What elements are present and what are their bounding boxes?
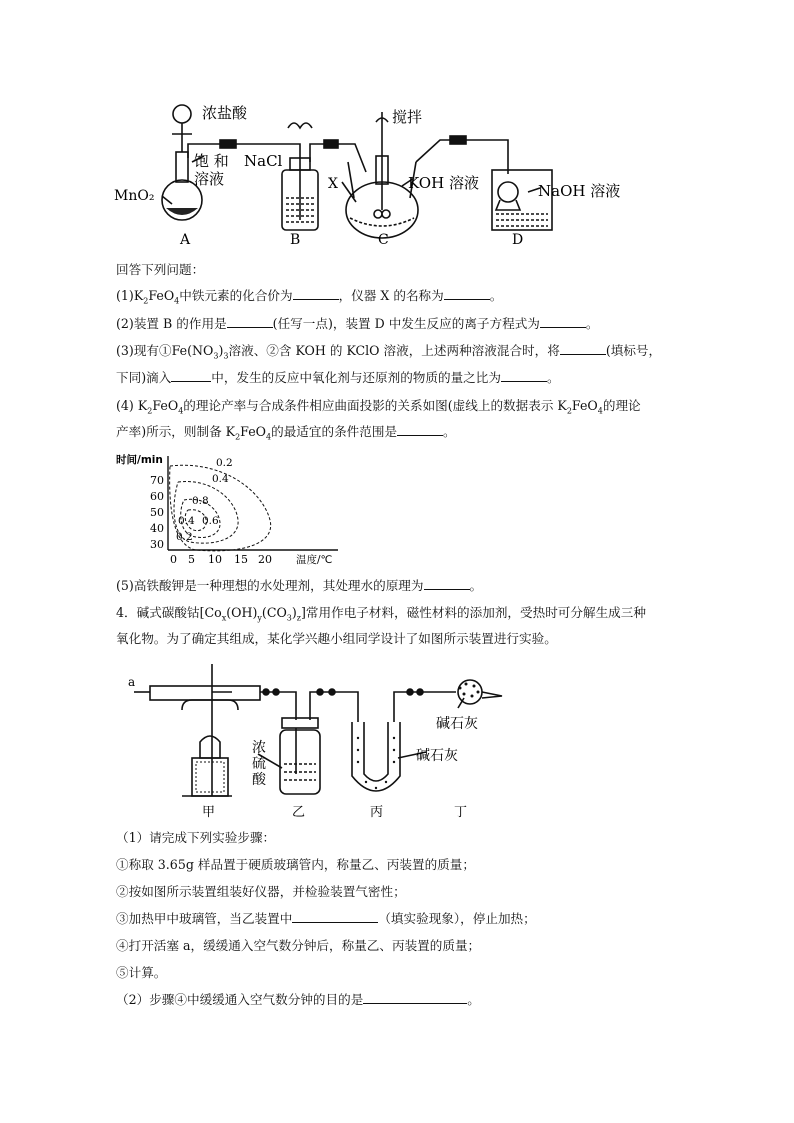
x-tick-10: 10 (208, 553, 222, 566)
question-3-4-cont: 产率)所示，则制备 $K_2FeO_4$的最适宜的条件范围是 。 (116, 424, 456, 442)
koh-label: KOH 溶液 (408, 174, 479, 192)
question-4-intro-cont: 氧化物。为了确定其组成，某化学兴趣小组同学设计了如图所示装置进行实验。 (116, 631, 557, 646)
valve-a-label: a (128, 675, 136, 689)
chart-y-axis-label: 时间/min (116, 454, 163, 466)
sat-nacl-label-1: 饱 和 (194, 152, 229, 170)
label-ding: 丁 (454, 805, 468, 820)
sat-nacl-label-3: 溶液 (194, 170, 225, 188)
answer-blank[interactable] (171, 369, 211, 382)
contour-label: 0.6 (202, 515, 219, 527)
question-3-4: (4) $K_2FeO_4$的理论产率与合成条件相应曲面投影的关系如图(虚线上的数据表示 $K_2FeO_4$的理论 (116, 398, 641, 416)
label-b: B (290, 232, 301, 248)
soda-lime-label-2: 碱石灰 (416, 748, 458, 764)
answer-blank[interactable] (292, 910, 378, 923)
label-jia: 甲 (202, 805, 216, 820)
x-tick-0: 0 (170, 553, 177, 566)
chart-y-ticks (150, 474, 164, 551)
label-bing: 丙 (370, 805, 384, 820)
contour-label: 0.4 (178, 515, 195, 527)
x-tick-15: 15 (234, 553, 248, 566)
label-d: D (512, 232, 524, 248)
contour-label: 0.2 (216, 457, 233, 469)
question-3-3: (3)现有$①Fe(NO_3)_3$溶液、②含 KOH 的 KClO 溶液，上述两种溶液混合时，将 (填标号， (116, 343, 662, 361)
y-tick-50: 50 (150, 506, 164, 519)
answer-intro: 回答下列问题： (116, 262, 205, 277)
x-tick-20: 20 (258, 553, 272, 566)
answer-blank[interactable] (397, 423, 443, 436)
question-4-step-5: ⑤计算。 (116, 965, 167, 980)
apparatus-2-figure (120, 658, 520, 820)
question-3-5: (5)高铁酸钾是一种理想的水处理剂，其处理水的原理为 。 (116, 578, 483, 593)
question-3-1: $(1)K_2FeO_4$中铁元素的化合价为 ，仪器 X 的名称为 。 (116, 288, 503, 306)
label-yi: 乙 (292, 805, 306, 820)
conc-hcl-label: 浓盐酸 (202, 104, 248, 122)
question-4-intro: 4．碱式碳酸钴$[Co_x(OH)_y(CO_3)_z]$常用作电子材料，磁性材料的添加剂，受热时可分解生成三种 (116, 605, 646, 623)
sat-nacl-label-2: NaCl (244, 152, 283, 170)
answer-blank[interactable] (424, 577, 470, 590)
question-4-step-4: ④打开活塞 a，缓缓通入空气数分钟后，称量乙、丙装置的质量； (116, 938, 481, 953)
conc-h2so4-label-2: 硫 (252, 756, 266, 772)
question-4-step-1: ①称取 3.65g 样品置于硬质玻璃管内，称量乙、丙装置的质量； (116, 857, 475, 872)
y-tick-60: 60 (150, 490, 164, 503)
yield-contour-chart (112, 450, 352, 572)
x-label: X (328, 176, 338, 192)
conc-h2so4-label-3: 酸 (252, 772, 266, 788)
answer-blank[interactable] (540, 315, 586, 328)
answer-blank[interactable] (227, 315, 273, 328)
y-tick-30: 30 (150, 538, 164, 551)
chart-x-axis-label: 温度/℃ (296, 554, 333, 566)
mno2-label: MnO₂ (114, 188, 155, 204)
answer-blank[interactable] (363, 991, 467, 1004)
contour-label: 0.8 (192, 495, 209, 507)
naoh-label: NaOH 溶液 (538, 182, 621, 200)
answer-blank[interactable] (444, 287, 490, 300)
label-a: A (180, 232, 191, 248)
contour-label: 0.4 (212, 473, 229, 485)
label-c: C (378, 232, 389, 248)
question-4-step-intro: （1）请完成下列实验步骤： (116, 830, 276, 845)
question-3-3-cont: 下同)滴入 中，发生的反应中氧化剂与还原剂的物质的量之比为 。 (116, 370, 560, 385)
soda-lime-label-1: 碱石灰 (436, 716, 478, 732)
x-tick-5: 5 (188, 553, 195, 566)
y-tick-40: 40 (150, 522, 164, 535)
question-4-2: （2）步骤④中缓缓通入空气数分钟的目的是 。 (116, 992, 480, 1007)
conc-h2so4-label-1: 浓 (252, 740, 266, 756)
question-4-step-3: ③加热甲中玻璃管，当乙装置中 （填实验现象），停止加热； (116, 911, 536, 926)
chart-x-ticks (170, 553, 272, 566)
question-3-2: (2)装置 B 的作用是 (任写一点)，装置 D 中发生反应的离子方程式为 。 (116, 316, 599, 331)
apparatus-1-figure (110, 92, 650, 252)
answer-blank[interactable] (560, 342, 606, 355)
stir-label: 搅拌 (392, 108, 423, 126)
contour-label: 0.2 (176, 531, 193, 543)
question-4-step-2: ②按如图所示装置组装好仪器，并检验装置气密性； (116, 884, 406, 899)
answer-blank[interactable] (501, 369, 547, 382)
y-tick-70: 70 (150, 474, 164, 487)
answer-blank[interactable] (293, 287, 339, 300)
